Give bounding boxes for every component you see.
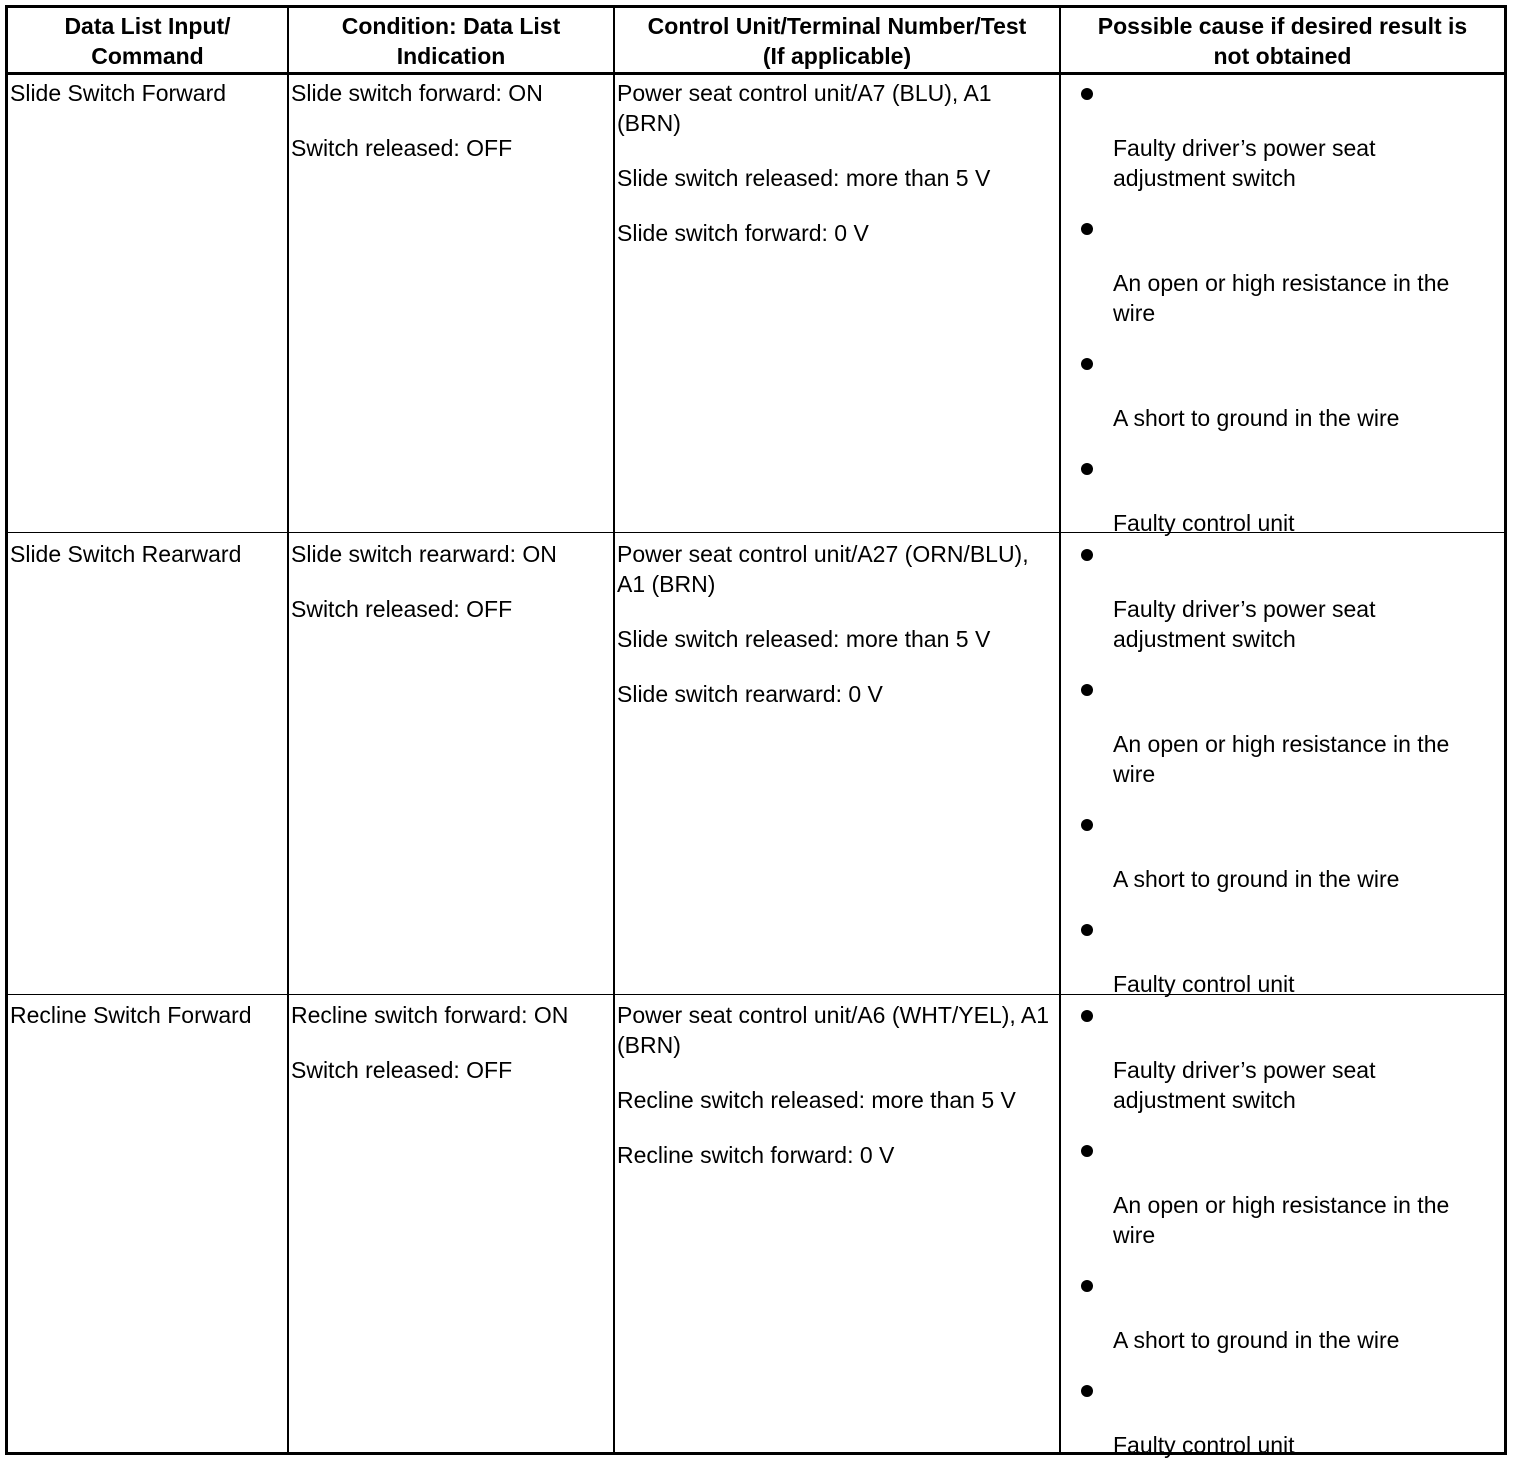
header-condition: Condition: Data List Indication bbox=[341, 13, 561, 69]
row-input-label: Recline Switch Forward bbox=[10, 1002, 252, 1028]
condition-line: Switch released: OFF bbox=[291, 135, 513, 161]
condition-line: Recline switch forward: ON bbox=[291, 1002, 569, 1028]
bullet-icon bbox=[1081, 1010, 1093, 1022]
cause-text: Faulty control unit bbox=[1113, 971, 1295, 997]
cause-text: An open or high resistance in the wire bbox=[1113, 731, 1450, 787]
control-line: Power seat control unit/A27 (ORN/BLU), A1 (BRN) bbox=[617, 541, 1029, 597]
table-row bbox=[8, 997, 1504, 1458]
bullet-icon bbox=[1081, 88, 1093, 100]
row-causes bbox=[1061, 78, 1504, 536]
control-line: Power seat control unit/A7 (BLU), A1 (BRN) bbox=[617, 80, 992, 136]
condition-line: Switch released: OFF bbox=[291, 596, 513, 622]
row-control bbox=[617, 1000, 1057, 1195]
cause-text: A short to ground in the wire bbox=[1113, 866, 1400, 892]
bullet-icon bbox=[1081, 1280, 1093, 1292]
control-line: Power seat control unit/A6 (WHT/YEL), A1 (BRN) bbox=[617, 1002, 1050, 1058]
control-line: Slide switch released: more than 5 V bbox=[617, 626, 991, 652]
control-line: Recline switch released: more than 5 V bbox=[617, 1087, 1016, 1113]
cause-text: Faulty driver’s power seat adjustment switch bbox=[1113, 596, 1376, 652]
cause-text: Faulty driver’s power seat adjustment switch bbox=[1113, 1057, 1376, 1113]
condition-line: Slide switch rearward: ON bbox=[291, 541, 557, 567]
control-line: Slide switch rearward: 0 V bbox=[617, 681, 883, 707]
header-data-list-input: Data List Input/ Command bbox=[64, 13, 231, 69]
row-control bbox=[617, 78, 1057, 273]
cause-text: Faulty driver’s power seat adjustment switch bbox=[1113, 135, 1376, 191]
cause-text: A short to ground in the wire bbox=[1113, 405, 1400, 431]
row-input-label: Slide Switch Rearward bbox=[10, 541, 242, 567]
bullet-icon bbox=[1081, 358, 1093, 370]
header-possible-cause: Possible cause if desired result is not obtained bbox=[1097, 13, 1468, 69]
cause-text: A short to ground in the wire bbox=[1113, 1327, 1400, 1353]
row-control bbox=[617, 539, 1057, 734]
cause-text: An open or high resistance in the wire bbox=[1113, 1192, 1450, 1248]
condition-line: Slide switch forward: ON bbox=[291, 80, 543, 106]
table-row bbox=[8, 536, 1504, 997]
control-line: Slide switch released: more than 5 V bbox=[617, 165, 991, 191]
control-line: Recline switch forward: 0 V bbox=[617, 1142, 895, 1168]
cause-text: An open or high resistance in the wire bbox=[1113, 270, 1450, 326]
bullet-icon bbox=[1081, 1145, 1093, 1157]
row-conditions bbox=[291, 539, 609, 649]
header-control-unit: Control Unit/Terminal Number/Test (If applicable) bbox=[647, 13, 1027, 69]
bullet-icon bbox=[1081, 463, 1093, 475]
cause-text: Faulty control unit bbox=[1113, 1432, 1295, 1458]
bullet-icon bbox=[1081, 549, 1093, 561]
bullet-icon bbox=[1081, 1385, 1093, 1397]
diagnostic-table bbox=[5, 5, 1507, 1458]
bullet-icon bbox=[1081, 684, 1093, 696]
table-row bbox=[8, 75, 1504, 536]
row-causes bbox=[1061, 1000, 1504, 1458]
row-conditions bbox=[291, 1000, 609, 1110]
row-input-label: Slide Switch Forward bbox=[10, 80, 227, 106]
row-conditions bbox=[291, 78, 609, 188]
bullet-icon bbox=[1081, 819, 1093, 831]
cause-text: Faulty control unit bbox=[1113, 510, 1295, 536]
bullet-icon bbox=[1081, 924, 1093, 936]
control-line: Slide switch forward: 0 V bbox=[617, 220, 869, 246]
row-causes bbox=[1061, 539, 1504, 997]
condition-line: Switch released: OFF bbox=[291, 1057, 513, 1083]
bullet-icon bbox=[1081, 223, 1093, 235]
